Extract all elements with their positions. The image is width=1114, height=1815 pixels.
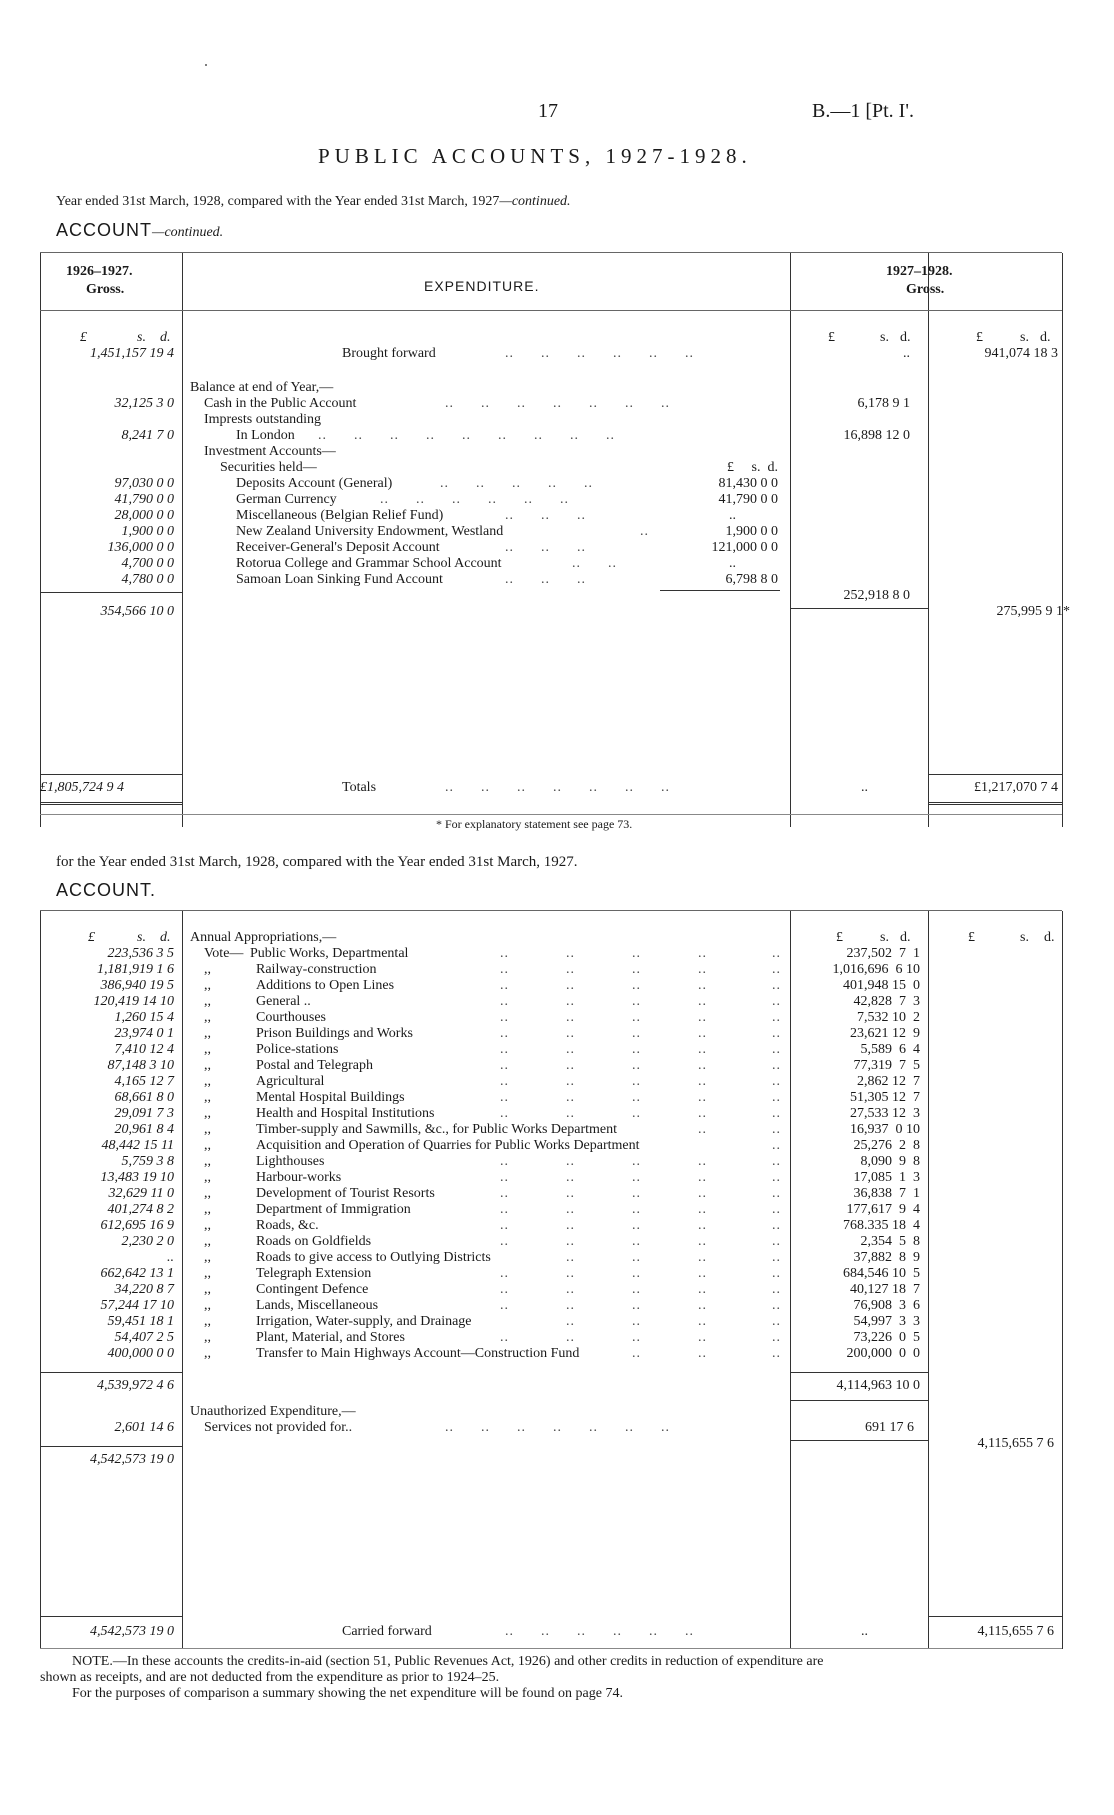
leader-dots-end: .. [772,1298,781,1313]
section1-subtitle-text: Year ended 31st March, 1928, compared with the Year ended 31st March, 1927 [56,194,500,209]
current-amount: 23,621 12 9 [850,1026,920,1041]
leader-dots: .. .. .. .. .. [440,476,593,491]
prev-year-amount: 386,940 19 5 [100,978,174,993]
vote-label: Contingent Defence [256,1282,369,1297]
current-amount: 17,085 1 3 [853,1170,920,1185]
mid-amount: 121,000 0 0 [711,540,778,555]
leader-dots: .. .. .. .. .. .. [505,346,694,361]
vote-label: Roads, &c. [256,1218,319,1233]
current-amount: 16,937 0 10 [850,1122,920,1137]
vote-label: Roads to give access to Outlying Districts [256,1250,491,1265]
prev-year-amount: 4,780 0 0 [121,572,174,587]
prev-year-amount: 612,695 16 9 [100,1218,174,1233]
leader-dots-end: .. [772,994,781,1009]
vote-row: 29,091 7 3 ,, Health and Hospital Institutions .. .. .. .. .. 27,533 12 3 [0,1106,1114,1122]
appropriations-subtotal-row [0,1378,1114,1394]
current-amount: 40,127 18 7 [850,1282,920,1297]
prev-year-amount: 97,030 0 0 [114,476,174,491]
section1-account-label: ACCOUNT [56,220,152,240]
row-label: Investment Accounts— [204,444,336,459]
unit-d-left: d. [160,930,171,945]
leader-dots-end: .. [772,1186,781,1201]
current-total: .. [861,780,868,795]
current-amount: 77,319 7 5 [853,1058,920,1073]
prev-year-amount: 120,419 14 10 [93,994,174,1009]
unit-pound-col2: £ [976,330,983,345]
appropriations-heading: Annual Appropriations,— [190,930,337,945]
table-row [0,556,1114,572]
col-header-1927-year: 1927–1928. [886,264,953,279]
leader-dots-end: .. [772,1170,781,1185]
row-label: German Currency [236,492,337,507]
leader-dots-end: .. [772,1346,781,1361]
page-title: PUBLIC ACCOUNTS, 1927-1928. [318,144,752,168]
section2-subtitle: for the Year ended 31st March, 1928, compared with the Year ended 31st March, 1927. [56,854,578,870]
current-amount: 6,178 9 1 [857,396,910,411]
vote-prefix: ,, [204,1314,211,1329]
prev-year-amount: 13,483 19 10 [100,1170,174,1185]
vote-prefix: ,, [204,1266,211,1281]
mid-amount: .. [729,556,736,571]
vote-label: General .. [256,994,311,1009]
units-row [0,930,1114,946]
mid-amount: .. [729,508,736,523]
leader-dots-end: .. [772,1234,781,1249]
row-label: Brought forward [342,346,436,361]
vote-row: 23,974 0 1 ,, Prison Buildings and Works .. .. .. .. .. 23,621 12 9 [0,1026,1114,1042]
current-amount: 8,090 9 8 [860,1154,920,1169]
leader-dots-end: .. [772,1010,781,1025]
prev-year-amount: 68,661 8 0 [114,1090,174,1105]
totals-label: Totals [342,780,377,795]
table-row [0,476,1114,492]
vote-label: Harbour-works [256,1170,342,1185]
vote-prefix: ,, [204,1186,211,1201]
current-amount: 27,533 12 3 [850,1106,920,1121]
leader-dots-end: .. [772,1042,781,1057]
col-header-1927-gross: Gross. [906,282,945,297]
leader-dots-end: .. [772,1250,781,1265]
vote-row: 34,220 8 7 ,, Contingent Defence .. .. .. .. .. 40,127 18 7 [0,1282,1114,1298]
prev-year-amount: 662,642 13 1 [100,1266,174,1281]
current-amount: 2,862 12 7 [857,1074,920,1089]
unit-pound-col2: £ [968,930,975,945]
section1-account-heading [56,220,223,241]
prev-year-amount: 4,165 12 7 [114,1074,174,1089]
unit-pound-left: £ [88,930,95,945]
vote-row: .. ,, Roads to give access to Outlying Districts .. .. .. .. 37,882 8 9 [0,1250,1114,1266]
vote-prefix: ,, [204,1202,211,1217]
leader-dots-end: .. [772,1138,781,1153]
prev-year-amount: 1,260 15 4 [114,1010,174,1025]
vote-row: 59,451 18 1 ,, Irrigation, Water-supply, and Drainage .. .. .. .. 54,997 3 3 [0,1314,1114,1330]
row-label: Cash in the Public Account [204,396,357,411]
gross-subtotal: 275,995 9 1* [996,604,1070,619]
current-carried: .. [861,1624,868,1639]
current-amount: 237,502 7 1 [846,946,920,961]
leader-dots-end: .. [772,978,781,993]
section1-subtitle [56,194,571,210]
prev-year-amount: 1,451,157 19 4 [90,346,174,361]
section2-account-label: ACCOUNT. [56,880,157,900]
vote-row: 223,536 3 5 Vote— Public Works, Departmental .. .. .. .. .. 237,502 7 1 [0,946,1114,962]
table-row [0,492,1114,508]
col-header-1926-gross: Gross. [86,282,125,297]
unit-s-col2: s. [1020,930,1029,945]
prev-year-amount: 4,700 0 0 [121,556,174,571]
leader-dots: .. .. .. [505,508,586,523]
unit-d-col2: d. [1044,930,1055,945]
current-amount: 76,908 3 6 [853,1298,920,1313]
vote-row: 120,419 14 10 ,, General .. .. .. .. .. .. 42,828 7 3 [0,994,1114,1010]
unauthorized-label: Services not provided for.. [204,1420,353,1435]
current-amount: 42,828 7 3 [853,994,920,1009]
note-line-3: For the purposes of comparison a summary showing the net expenditure will be found on page 74. [72,1686,623,1701]
table-row [0,428,1114,444]
current-amount: 177,617 9 4 [846,1202,920,1217]
vote-row: 1,181,919 1 6 ,, Railway-construction .. .. .. .. .. 1,016,696 6 10 [0,962,1114,978]
vote-row: 1,260 15 4 ,, Courthouses .. .. .. .. .. 7,532 10 2 [0,1010,1114,1026]
leader-dots: .. .. .. .. .. .. .. [445,780,670,795]
vote-label: Courthouses [256,1010,326,1025]
leader-dots-end: .. [772,1202,781,1217]
vote-row: 87,148 3 10 ,, Postal and Telegraph .. .. .. .. .. 77,319 7 5 [0,1058,1114,1074]
vote-prefix: ,, [204,1122,211,1137]
prev-year-amount: 400,000 0 0 [107,1346,174,1361]
vote-label: Irrigation, Water-supply, and Drainage [256,1314,472,1329]
leader-dots-end: .. [772,1218,781,1233]
row-label: Rotorua College and Grammar School Account [236,556,502,571]
vote-label: Health and Hospital Institutions [256,1106,435,1121]
stray-mark [205,64,207,66]
current-amount: 200,000 0 0 [846,1346,920,1361]
leader-dots-end: .. [772,1154,781,1169]
vote-prefix: ,, [204,1170,211,1185]
vote-prefix: Vote— [204,946,244,961]
prev-year-amount: 7,410 12 4 [114,1042,174,1057]
investments-subtotal: 252,918 8 0 [843,588,910,603]
current-amount: 54,997 3 3 [853,1314,920,1329]
leader-dots-end: .. [772,1106,781,1121]
table-row [0,1420,1114,1436]
mid-amount: 81,430 0 0 [718,476,778,491]
current-amount: 36,838 7 1 [853,1186,920,1201]
col-header-1926-year: 1926–1927. [66,264,133,279]
leader-dots: .. .. .. .. .. .. [505,1624,694,1639]
document-reference: B.—1 [Pt. I'. [812,100,914,122]
vote-prefix: ,, [204,994,211,1009]
table-row [0,444,1114,460]
vote-prefix: ,, [204,1010,211,1025]
table-row [0,346,1114,362]
prev-year-amount: 54,407 2 5 [114,1330,174,1345]
units-row [0,330,1114,346]
vote-prefix: ,, [204,1042,211,1057]
note-line-2: shown as receipts, and are not deducted from the expenditure as prior to 1924–25. [40,1670,500,1685]
table-row [0,412,1114,428]
row-label: Imprests outstanding [204,412,322,427]
row-label: New Zealand University Endowment, Westland [236,524,504,539]
leader-dots-end: .. [772,1266,781,1281]
current-amount: 768.335 18 4 [843,1218,920,1233]
vote-row: 13,483 19 10 ,, Harbour-works .. .. .. .. .. 17,085 1 3 [0,1170,1114,1186]
vote-label: Plant, Material, and Stores [256,1330,405,1345]
vote-prefix: ,, [204,1346,211,1361]
vote-label: Development of Tourist Resorts [256,1186,435,1201]
row-label: Balance at end of Year,— [190,380,334,395]
prev-year-amount: 2,230 2 0 [121,1234,174,1249]
vote-label: Railway-construction [256,962,377,977]
vote-row: 612,695 16 9 ,, Roads, &c. .. .. .. .. .. 768.335 18 4 [0,1218,1114,1234]
unit-d-col2: d. [1040,330,1051,345]
prev-year-amount: 2,601 14 6 [114,1420,174,1435]
prev-year-amount: 23,974 0 1 [114,1026,174,1041]
prev-year-amount: 48,442 15 11 [101,1138,174,1153]
vote-row: 68,661 8 0 ,, Mental Hospital Buildings .. .. .. .. .. 51,305 12 7 [0,1090,1114,1106]
unit-d-col1: d. [900,330,911,345]
leader-dots-end: .. [772,1090,781,1105]
leader-dots: .. .. .. [505,540,586,555]
vote-row: 662,642 13 1 ,, Telegraph Extension .. .. .. .. .. 684,546 10 5 [0,1266,1114,1282]
vote-label: Additions to Open Lines [256,978,395,993]
table-row [0,540,1114,556]
vote-prefix: ,, [204,962,211,977]
leader-dots-end: .. [772,1314,781,1329]
prev-year-amount: 136,000 0 0 [107,540,174,555]
vote-prefix: ,, [204,1074,211,1089]
current-amount: 37,882 8 9 [853,1250,920,1265]
vote-prefix: ,, [204,1218,211,1233]
vote-row: 7,410 12 4 ,, Police-stations .. .. .. .. .. 5,589 6 4 [0,1042,1114,1058]
prev-year-carried: 4,542,573 19 0 [90,1624,174,1639]
table-row [0,396,1114,412]
vote-label: Roads on Goldfields [256,1234,372,1249]
prev-year-amount: 1,900 0 0 [121,524,174,539]
page-number: 17 [538,100,558,122]
vote-row: 400,000 0 0 ,, Transfer to Main Highways Account—Construction Fund .. .. .. 200,000 0 0 [0,1346,1114,1362]
unit-s-col1: s. [880,330,889,345]
prev-year-amount: 223,536 3 5 [107,946,174,961]
vote-prefix: ,, [204,1234,211,1249]
vote-row: 2,230 2 0 ,, Roads on Goldfields .. .. .. .. .. 2,354 5 8 [0,1234,1114,1250]
footnote: * For explanatory statement see page 73. [436,817,633,831]
vote-prefix: ,, [204,1026,211,1041]
prev-year-amount: 41,790 0 0 [114,492,174,507]
vote-row: 57,244 17 10 ,, Lands, Miscellaneous .. .. .. .. .. 76,908 3 6 [0,1298,1114,1314]
unit-pound-col1: £ [836,930,843,945]
row-label: Miscellaneous (Belgian Relief Fund) [236,508,444,523]
vote-row: 386,940 19 5 ,, Additions to Open Lines .. .. .. .. .. 401,948 15 0 [0,978,1114,994]
vote-prefix: ,, [204,1106,211,1121]
carried-label: Carried forward [342,1624,432,1639]
mid-amount: 1,900 0 0 [725,524,778,539]
leader-dots: .. .. [572,556,617,571]
gross-amount: 941,074 18 3 [984,346,1058,361]
vote-prefix: ,, [204,1090,211,1105]
current-amount: 51,305 12 7 [850,1090,920,1105]
row-label: Securities held— [220,460,317,475]
leader-dots-end: .. [772,1026,781,1041]
vote-row [0,1138,1114,1154]
vote-prefix: ,, [204,1058,211,1073]
current-amount: 16,898 12 0 [843,428,910,443]
vote-label: Agricultural [256,1074,325,1089]
section1-subtitle-continued: —continued. [499,194,571,209]
table-row [0,524,1114,540]
vote-prefix: ,, [204,978,211,993]
table-row [0,380,1114,396]
vote-label: Public Works, Departmental [250,946,409,961]
note-line-1: NOTE.—In these accounts the credits-in-aid (section 51, Public Revenues Act, 1926) and other credits in reduction of expenditure are [72,1654,824,1669]
vote-prefix: ,, [204,1250,211,1265]
leader-dots-end: .. [772,1122,781,1137]
gross-carried: 4,115,655 7 6 [977,1624,1054,1639]
vote-row: 54,407 2 5 ,, Plant, Material, and Stores .. .. .. .. .. 73,226 0 5 [0,1330,1114,1346]
vote-label: Lands, Miscellaneous [256,1298,379,1313]
current-amount: 684,546 10 5 [843,1266,920,1281]
prev-year-amount: 34,220 8 7 [114,1282,174,1297]
prev-year-total: £1,805,724 9 4 [40,780,124,795]
vote-label: Mental Hospital Buildings [256,1090,405,1105]
unit-s-left: s. [137,930,146,945]
vote-label: Transfer to Main Highways Account—Construction Fund [256,1346,580,1361]
leader-dots: .. .. .. .. .. .. .. [445,1420,670,1435]
section1-account-continued: —continued. [152,225,224,240]
mid-amount: 41,790 0 0 [718,492,778,507]
unit-d-col1: d. [900,930,911,945]
totals-row [0,780,1114,796]
leader-dots: .. .. .. .. .. .. .. .. .. [318,428,615,443]
unit-s-col2: s. [1020,330,1029,345]
appropriations-subtotal: 4,114,963 10 0 [836,1378,920,1393]
unit-s-left: s. [137,330,146,345]
row-label: Samoan Loan Sinking Fund Account [236,572,443,587]
vote-label: Acquisition and Operation of Quarries for Public Works Department [256,1138,640,1153]
vote-label: Police-stations [256,1042,339,1057]
prev-year-amount: 5,759 3 8 [121,1154,174,1169]
current-amount: 2,354 5 8 [860,1234,920,1249]
vote-label: Postal and Telegraph [256,1058,373,1073]
leader-dots-end: .. [772,962,781,977]
vote-label: Prison Buildings and Works [256,1026,413,1041]
unauthorized-heading: Unauthorized Expenditure,— [190,1404,356,1419]
prev-year-amount: 59,451 18 1 [107,1314,174,1329]
vote-prefix: ,, [204,1330,211,1345]
current-amount: 25,276 2 8 [853,1138,920,1153]
vote-prefix: ,, [204,1282,211,1297]
leader-dots-end: .. [772,1330,781,1345]
row-label: Receiver-General's Deposit Account [236,540,440,555]
unit-s-col1: s. [880,930,889,945]
table-row [0,460,1114,476]
row-label: Deposits Account (General) [236,476,393,491]
current-amount: .. [903,346,910,361]
prev-year-amount: 8,241 7 0 [121,428,174,443]
carried-forward-row [0,1624,1114,1640]
vote-row: 4,165 12 7 ,, Agricultural .. .. .. .. .. 2,862 12 7 [0,1074,1114,1090]
leader-dots-end: .. [772,946,781,961]
prev-year-amount: 20,961 8 4 [114,1122,174,1137]
prev-year-amount: 28,000 0 0 [114,508,174,523]
leader-dots: .. .. .. .. .. .. [380,492,569,507]
leader-dots: .. .. .. .. .. .. .. [445,396,670,411]
grand-total: 4,115,655 7 6 [977,1436,1054,1451]
unit-pound-col1: £ [828,330,835,345]
vote-prefix: ,, [204,1298,211,1313]
vote-row: 32,629 11 0 ,, Development of Tourist Resorts .. .. .. .. .. 36,838 7 1 [0,1186,1114,1202]
mid-amount: 6,798 8 0 [725,572,778,587]
vote-row: 20,961 8 4 ,, Timber-supply and Sawmills, &c., for Public Works Department .. .. 16,937 0 10 [0,1122,1114,1138]
leader-dots: .. [640,524,649,539]
unit-pound-left: £ [80,330,87,345]
vote-label: Telegraph Extension [256,1266,372,1281]
prev-year-subtotal: 4,539,972 4 6 [97,1378,174,1393]
prev-year-amount: 32,125 3 0 [114,396,174,411]
leader-dots-end: .. [772,1074,781,1089]
current-amount: 1,016,696 6 10 [832,962,920,977]
current-amount: 401,948 15 0 [843,978,920,993]
table-row [0,1404,1114,1420]
current-amount: 5,589 6 4 [860,1042,920,1057]
prev-year-amount: 1,181,919 1 6 [97,962,174,977]
prev-year-amount: 29,091 7 3 [114,1106,174,1121]
prev-year-grand-total: 4,542,573 19 0 [90,1452,174,1467]
current-amount: 691 17 6 [865,1420,914,1435]
vote-prefix: ,, [204,1154,211,1169]
current-amount: 73,226 0 5 [853,1330,920,1345]
prev-year-amount: 401,274 8 2 [107,1202,174,1217]
vote-label: Timber-supply and Sawmills, &c., for Public Works Department [256,1122,618,1137]
vote-row: 401,274 8 2 ,, Department of Immigration .. .. .. .. .. 177,617 9 4 [0,1202,1114,1218]
prev-year-amount: .. [167,1250,174,1265]
table-row [0,572,1114,588]
leader-dots-end: .. [772,1282,781,1297]
row-label: In London [236,428,295,443]
vote-label: Department of Immigration [256,1202,411,1217]
prev-year-amount: 57,244 17 10 [100,1298,174,1313]
vote-label: Lighthouses [256,1154,325,1169]
prev-year-amount: 87,148 3 10 [107,1058,174,1073]
unit-d-left: d. [160,330,171,345]
gross-total: £1,217,070 7 4 [974,780,1058,795]
leader-dots: .. .. .. [505,572,586,587]
leader-dots-end: .. [772,1058,781,1073]
col-header-expenditure: EXPENDITURE. [424,278,540,294]
current-amount: 7,532 10 2 [857,1010,920,1025]
mid-units: £ s. d. [727,460,778,475]
prev-year-amount: 32,629 11 0 [108,1186,174,1201]
table-row [0,508,1114,524]
vote-prefix: ,, [204,1138,211,1153]
prev-year-subtotal: 354,566 10 0 [100,604,174,619]
vote-row: 5,759 3 8 ,, Lighthouses .. .. .. .. .. 8,090 9 8 [0,1154,1114,1170]
